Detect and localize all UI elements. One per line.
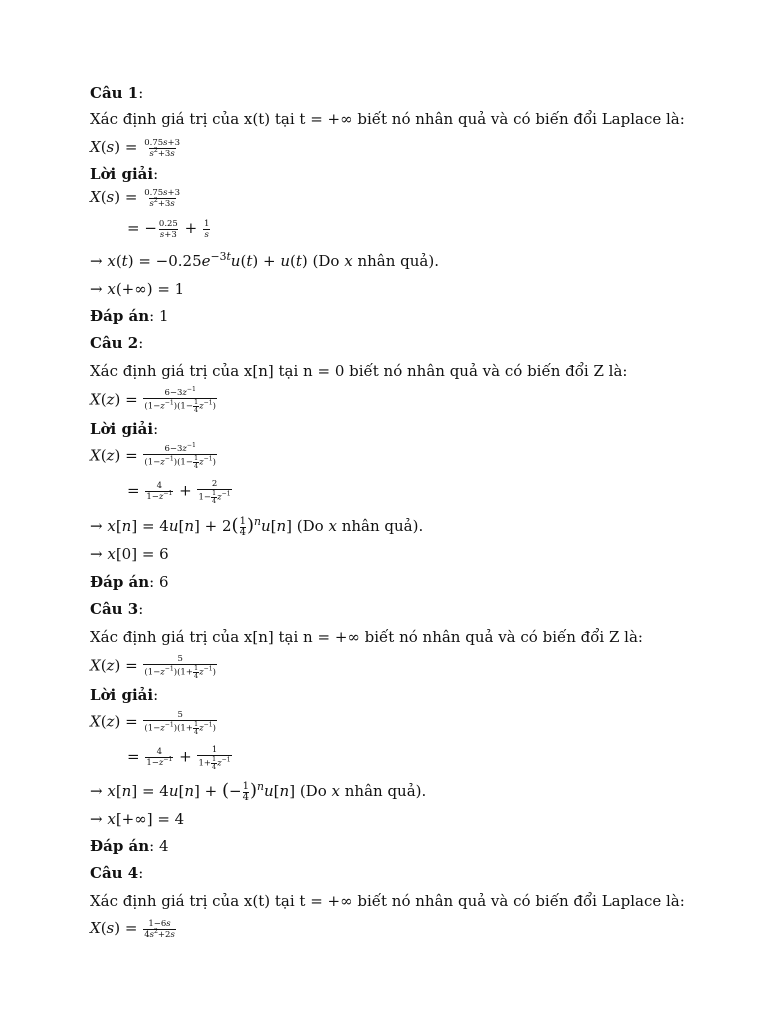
q3-step1: X(z) = 5 $(1-z^{-1})(1+$ $\frac{1}{4}$ $z^{-1}$) <box>90 710 216 736</box>
q2-step3: → x[n] = 4u[n] + 2( $\frac{1}{4}$ )$^n$u[n] (Do x nhân quả). <box>90 515 424 538</box>
q3-step4: → x[+∞] = 4 <box>90 810 185 828</box>
q4-given: X(s) = $\frac{1-6s}{4s^2+2s}$ <box>90 918 175 940</box>
q2-solution-heading: Lời giải: <box>90 420 159 438</box>
q1-answer-line: Đáp án: 1 <box>90 307 169 325</box>
q3-answer: 4 <box>159 837 169 855</box>
q3-step3: → x[n] = 4u[n] + (− $\frac{1}{4}$ )$^n$u[n] (Do x nhân quả). <box>90 780 427 803</box>
q3-answer-line: Đáp án: 4 <box>90 837 169 855</box>
q3-answer-label: Đáp án <box>90 837 150 855</box>
q1-step3: → $x(t) = -0.25e^{-3t}u(t) + u(t)$ (Do x nhân quả). <box>90 250 439 270</box>
q1-answer: 1 <box>159 307 169 325</box>
q2-title: Câu 2 <box>90 334 139 352</box>
q2-given: X(z) = $6-3z^{-1}$ $(1-z^{-1})(1-$ $\frac{1}{4}$ $z^{-1}$) <box>90 386 216 414</box>
q4-title: Câu 4 <box>90 864 139 882</box>
formula-text-layer <box>0 0 1 1</box>
q1-given: X(s) = $\frac{0.75s+3}{s^2+3s}$ <box>90 137 181 159</box>
q4-prompt: Xác định giá trị của x(t) tại t = +∞ biết nó nhân quả và có biến đổi Laplace là: <box>90 892 685 910</box>
q2-step4: → x[0] = 6 <box>90 545 169 563</box>
q1-solution-label: Lời giải <box>90 165 154 183</box>
q2-answer: 6 <box>159 573 169 591</box>
q1-step1: X(s) = $\frac{0.75s+3}{s^2+3s}$ <box>90 187 181 209</box>
q2-prompt: Xác định giá trị của x[n] tại n = 0 biết nó nhân quả và có biến đổi Z là: <box>90 362 628 380</box>
q2-heading: Câu 2: <box>90 334 144 352</box>
q3-heading: Câu 3: <box>90 600 144 618</box>
q1-solution-heading: Lời giải: <box>90 165 159 183</box>
q2-step2: = $\frac{4}{1-z^{-1}}$ + 2 1− $\frac{1}{4}$ $z^{-1}$ <box>127 479 231 505</box>
q1-heading: Câu 1: <box>90 84 144 102</box>
q3-step2: = $\frac{4}{1-z^{-1}}$ + 1 1+ $\frac{1}{4}$ $z^{-1}$ <box>127 745 231 771</box>
q3-prompt: Xác định giá trị của x[n] tại n = +∞ biết nó nhân quả và có biến đổi Z là: <box>90 628 643 646</box>
q1-title: Câu 1 <box>90 84 139 102</box>
q1-prompt: Xác định giá trị của x(t) tại t = +∞ biết nó nhân quả và có biến đổi Laplace là: <box>90 110 685 128</box>
q3-title: Câu 3 <box>90 600 139 618</box>
q4-heading: Câu 4: <box>90 864 144 882</box>
q2-answer-label: Đáp án <box>90 573 150 591</box>
q2-step1: X(z) = $6-3z^{-1}$ $(1-z^{-1})(1-$ $\frac{1}{4}$ $z^{-1}$) <box>90 442 216 470</box>
q3-solution-heading: Lời giải: <box>90 686 159 704</box>
q3-solution-label: Lời giải <box>90 686 154 704</box>
q1-step2: = − $\frac{0.25}{s+3}$ + $\frac{1}{s}$ <box>127 218 210 240</box>
q2-solution-label: Lời giải <box>90 420 154 438</box>
q3-given: X(z) = 5 $(1-z^{-1})(1+$ $\frac{1}{4}$ $z^{-1}$) <box>90 654 216 680</box>
q2-answer-line: Đáp án: 6 <box>90 573 169 591</box>
q1-step4: → x(+∞) = 1 <box>90 280 185 298</box>
q1-given-text <box>0 0 1 1</box>
q1-answer-label: Đáp án <box>90 307 150 325</box>
